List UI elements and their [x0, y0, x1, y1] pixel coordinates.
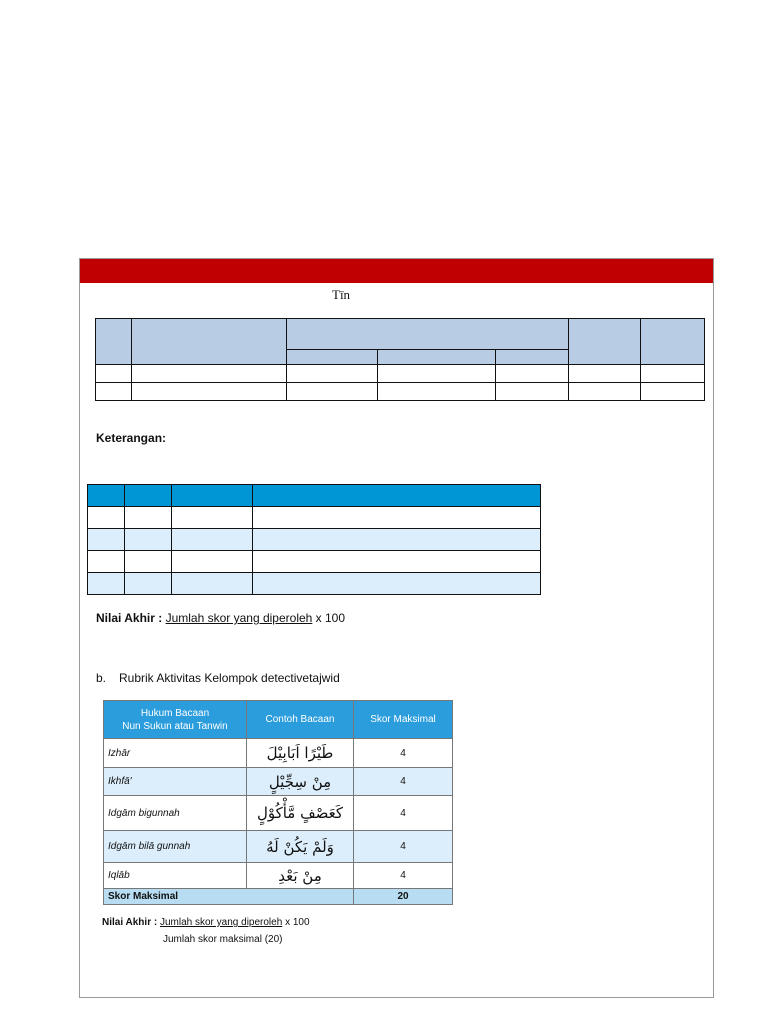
- table-row: [104, 768, 453, 796]
- table-header-cell: [569, 319, 641, 365]
- rubric-score: 4: [354, 796, 453, 831]
- nilai-akhir-label: Nilai Akhir :: [96, 611, 163, 625]
- nilai-akhir-label: Nilai Akhir :: [102, 917, 158, 928]
- rubric-rule: Izhār: [104, 739, 247, 768]
- table-row: [104, 863, 453, 889]
- rubric-table: [103, 700, 453, 905]
- table-row: [96, 383, 705, 401]
- rubric-footer-label: Skor Maksimal: [104, 889, 354, 905]
- rubric-example: مِنْ سِجِّيْلٍ: [247, 768, 354, 796]
- rubric-rule: Idgām bigunnah: [104, 796, 247, 831]
- nilai-akhir-formula: [96, 611, 345, 625]
- rubrik-heading: [96, 671, 340, 685]
- nilai-akhir-multiplier: x 100: [315, 611, 346, 625]
- nilai-akhir-denominator: Jumlah skor maksimal (20): [163, 934, 283, 945]
- table-row: [88, 529, 541, 551]
- table-row: [88, 573, 541, 595]
- rubric-example: كَعَصْفٍ مَّأْكُوْلٍ: [247, 796, 354, 831]
- rubric-header-example: Contoh Bacaan: [247, 701, 354, 739]
- table-row: [96, 365, 705, 383]
- rubric-rule: Idgām bilā gunnah: [104, 831, 247, 863]
- rubric-header-rule: Hukum Bacaan Nun Sukun atau Tanwin: [104, 701, 247, 739]
- table-header-row: [104, 701, 453, 739]
- header-word: Tīn: [332, 287, 351, 302]
- nilai-akhir-numerator: Jumlah skor yang diperoleh: [159, 917, 283, 928]
- rubric-score: 4: [354, 831, 453, 863]
- rubric-example: وَلَمْ يَكُنْ لَهُ: [247, 831, 354, 863]
- rubric-example: مِنْ بَعْدِ: [247, 863, 354, 889]
- rubric-rule: Ikhfā': [104, 768, 247, 796]
- table-header-cell: [287, 319, 569, 350]
- nilai-akhir-formula-2: [102, 917, 310, 928]
- table-header-cell: [378, 350, 496, 365]
- rubric-example: طَيْرًا اَبَابِيْلَ: [247, 739, 354, 768]
- table-row: [88, 507, 541, 529]
- table-row: [104, 831, 453, 863]
- nilai-akhir-numerator: Jumlah skor yang diperoleh: [165, 611, 313, 625]
- table-header-cell: [132, 319, 287, 365]
- score-table: [87, 484, 541, 595]
- table-header-cell: [641, 319, 705, 365]
- table-footer-row: [104, 889, 453, 905]
- table-header-cell: [287, 350, 378, 365]
- table-row: [104, 796, 453, 831]
- rubrik-title: Rubrik Aktivitas Kelompok detectivetajwid: [119, 671, 340, 685]
- rubric-header-score: Skor Maksimal: [354, 701, 453, 739]
- header-red-band: [80, 259, 713, 283]
- table-row: [104, 739, 453, 768]
- table-header-row: [88, 485, 541, 507]
- rubric-rule: Iqlāb: [104, 863, 247, 889]
- rubric-score: 4: [354, 768, 453, 796]
- table-header-cell: [496, 350, 569, 365]
- rubric-score: 4: [354, 863, 453, 889]
- rubrik-number: b.: [96, 671, 107, 685]
- keterangan-label: Keterangan:: [96, 431, 167, 445]
- rubric-footer-value: 20: [354, 889, 453, 905]
- table-row: [88, 551, 541, 573]
- table-header-cell: [96, 319, 132, 365]
- rubric-score: 4: [354, 739, 453, 768]
- document-page: [79, 258, 714, 998]
- assessment-table: [95, 318, 705, 401]
- nilai-akhir-multiplier: x 100: [285, 917, 310, 928]
